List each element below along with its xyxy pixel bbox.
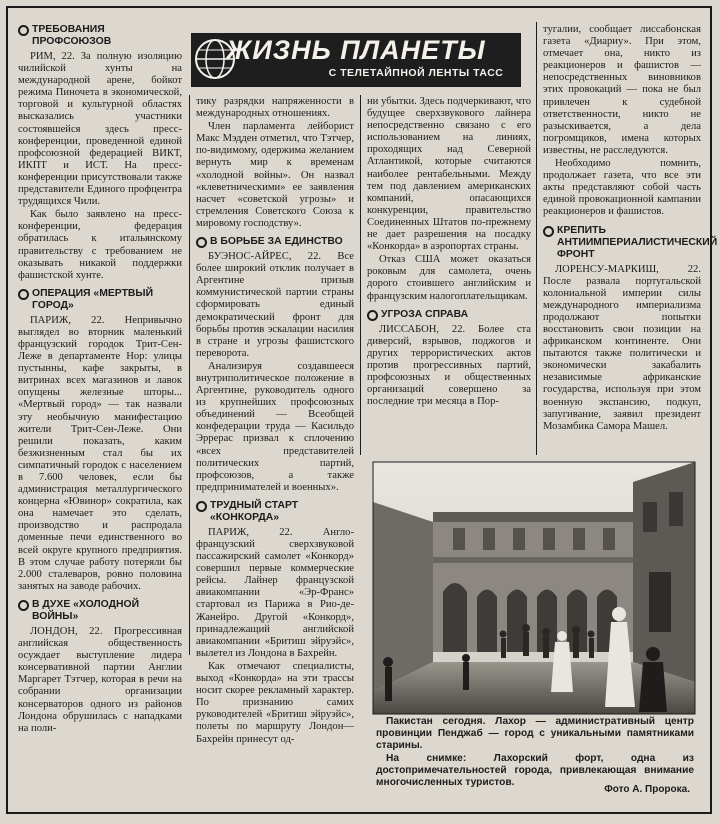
column-1: [18, 24, 182, 794]
headline-anti-imperialist: КРЕПИТЬ АНТИИМПЕРИАЛИСТИЧЕСКИЙ ФРОНТ: [543, 225, 701, 261]
headline-trade-unions: ТРЕБОВАНИЯ ПРОФСОЮЗОВ: [18, 24, 182, 48]
headline-dead-town: ОПЕРАЦИЯ «МЕРТВЫЙ ГОРОД»: [18, 288, 182, 312]
headline-unity: В БОРЬБЕ ЗА ЕДИНСТВО: [196, 236, 354, 248]
article-paragraph: Как отмечают специалисты, выход «Конкорда» на эти трассы носит скорее рекламный характер. По признанию самих руководителей «Бритиш эйруэйс», полеты по маршруту Лондон—Бахрейн принесут од-: [196, 660, 354, 745]
article-paragraph: Член парламента лейборист Макс Мэдден отметил, что Тэтчер, по-видимому, одержима желанием вернуть мир к временам «холодной войны». Он назвал «клеветническими» ее заявления насчет «советской угрозы» и стремления Советского Союза к мировому господству».: [196, 121, 354, 229]
article-paragraph: БУЭНОС-АЙРЕС, 22. Все более широкий отклик получает в Аргентине призыв коммунистической партии страны сформировать единый демократический фронт для борьбы против эскалации насилия в стране и угрозы фашистского переворота.: [196, 251, 354, 359]
bullet-icon: [196, 237, 207, 248]
photo-credit: Фото А. Пророка.: [604, 784, 690, 795]
section-banner: [191, 33, 521, 87]
article-paragraph: Анализируя создавшееся внутриполитическое положение в Аргентине, руководитель одного из крупнейших профсоюзных объединений — Всеобщей конфедерации труда — Касильдо Эррерас призвал к сплочению «всех представителей политических партий, профсоюзов, а также предпринимателей и военных».: [196, 360, 354, 493]
bullet-icon: [196, 501, 207, 512]
bullet-icon: [18, 289, 29, 300]
bullet-icon: [543, 226, 554, 237]
article-paragraph: Отказ США может оказаться роковым для самолета, очень дорого стоившего английским и французским налогоплательщикам.: [367, 254, 531, 302]
article-paragraph: ни убытки. Здесь подчеркивают, что будущее сверхзвукового лайнера непосредственно связано с его использованием на линиях, проходящих над Северной Атлантикой, которые считаются наиболее рентабельными. Между тем под давлением американских компаний, опасающихся конкуренции, правительство Соединенных Штатов по-прежнему не дает разрешения на посадку «Конкорда» в аэропортах страны.: [367, 96, 531, 253]
article-paragraph: Как было заявлено на пресс-конференции, федерация обратилась к итальянскому правительству с требованием не оказывать никакой поддержки фашистской хунте.: [18, 209, 182, 281]
article-paragraph: ЛОНДОН, 22. Прогрессивная английская общественность осуждает выступление лидера консервативной партии Англии Маргарет Тэтчер, которая в речи на собрании организации консерваторов одного из районов Лондона обрушилась с нападками на поли-: [18, 625, 182, 734]
article-paragraph: ПАРИЖ, 22. Непривычно выглядел во вторник маленький французский городок Трит-Сен-Леже в департаменте Нор: улицы пустынны, кафе закрыты, в витринах всех магазинов и лавок опущены железные шторы... «Мертвый город» — так назвали эту необычную манифестацию жители Трит-Сен-Леже. Они решили показать, каким безжизненным стал бы их симпатичный городок с населением в 7.600 человек, если бы администрация металлургического концерна «Ювинор» сократила, как она намечает это сделать, производство и распродала доменные печи единственного во всей округе крупного предприятия. В этом случае работу потеряли бы 2.000 сталеваров, ровно половина занятых на заводе рабочих.: [18, 314, 182, 592]
bullet-icon: [367, 310, 378, 321]
column-rule: [360, 95, 361, 455]
bullet-icon: [18, 600, 29, 611]
bullet-icon: [18, 25, 29, 36]
caption-line: Пакистан сегодня. Лахор — административный центр провинции Пенджаб — город с уникальными памятниками старины.: [376, 716, 694, 752]
column-3: [367, 96, 531, 458]
article-paragraph: ЛИССАБОН, 22. Более ста диверсий, взрывов, поджогов и других террористических актов против прогрессивных партий, профсоюзных и общественных организаций совершено за последние три месяца в Пор-: [367, 323, 531, 408]
headline-cold-war: В ДУХЕ «ХОЛОДНОЙ ВОЙНЫ»: [18, 599, 182, 623]
article-paragraph: тику разрядки напряженности в международных отношениях.: [196, 96, 354, 120]
lahore-fort-photo: [373, 462, 695, 714]
headline-concorde: ТРУДНЫЙ СТАРТ «КОНКОРДА»: [196, 500, 354, 524]
article-paragraph: Необходимо помнить, продолжает газета, что все эти акты представляют собой часть единой провокационной кампании реакционеров и фашистов.: [543, 158, 701, 218]
headline-right-threat: УГРОЗА СПРАВА: [367, 309, 531, 321]
column-4: [543, 24, 718, 458]
article-paragraph: ПАРИЖ, 22. Англо-французский сверхзвуковой пассажирский самолет «Конкорд» совершил первые коммерческие рейсы. Лайнер французской авиакомпании «Эр-Франс» стартовал из Парижа в Рио-де-Жанейро. Другой «Конкорд», принадлежащий английской авиакомпании «Бритиш эйруэйс», вылетел из Лондона в Бахрейн.: [196, 526, 354, 659]
photo-caption: [376, 716, 694, 789]
article-paragraph: тугалии, сообщает лиссабонская газета «Диариу». При этом, отмечает она, никто из реакционеров и фашистов — непосредственных виновников этих провокаций — пока не был привлечен к судебной ответственности, никто не разыскивается, а дела погромщиков, имена которых известны, не расследуются.: [543, 24, 701, 156]
banner-subtitle: С ТЕЛЕТАЙПНОЙ ЛЕНТЫ ТАСС: [328, 67, 504, 79]
column-2: [196, 96, 354, 796]
article-paragraph: ЛОРЕНСУ-МАРКИШ, 22. После развала португальской колониальной империи силы международного империализма продолжают попытки восстановить свои позиции на африканском континенте. Они пытаются также политически и экономически закабалить независимые африканские государства, используя при этом военную экспансию, подкуп, запугивание, заявил президент Мозамбика Самора Машел.: [543, 263, 701, 432]
caption-line: На снимке: Лахорский форт, одна из достопримечательностей города, привлекающая внимание многочисленных туристов.: [376, 752, 694, 789]
article-paragraph: РИМ, 22. За полную изоляцию чилийской хунты на международной арене, бойкот режима Пиночета в экономической, торговой и культурной областях высказались участники состоявшейся здесь пресс-конференции, проведенной единой профсоюзной федерацией ВИКТ, ИКПТ и ИСТ. На пресс-конференции присутствовали также представители Единого профцентра трудящихся Чили.: [18, 51, 182, 208]
column-rule: [536, 22, 537, 455]
column-rule: [189, 95, 190, 655]
banner-title: ЖИЗНЬ ПЛАНЕТЫ: [226, 35, 486, 65]
